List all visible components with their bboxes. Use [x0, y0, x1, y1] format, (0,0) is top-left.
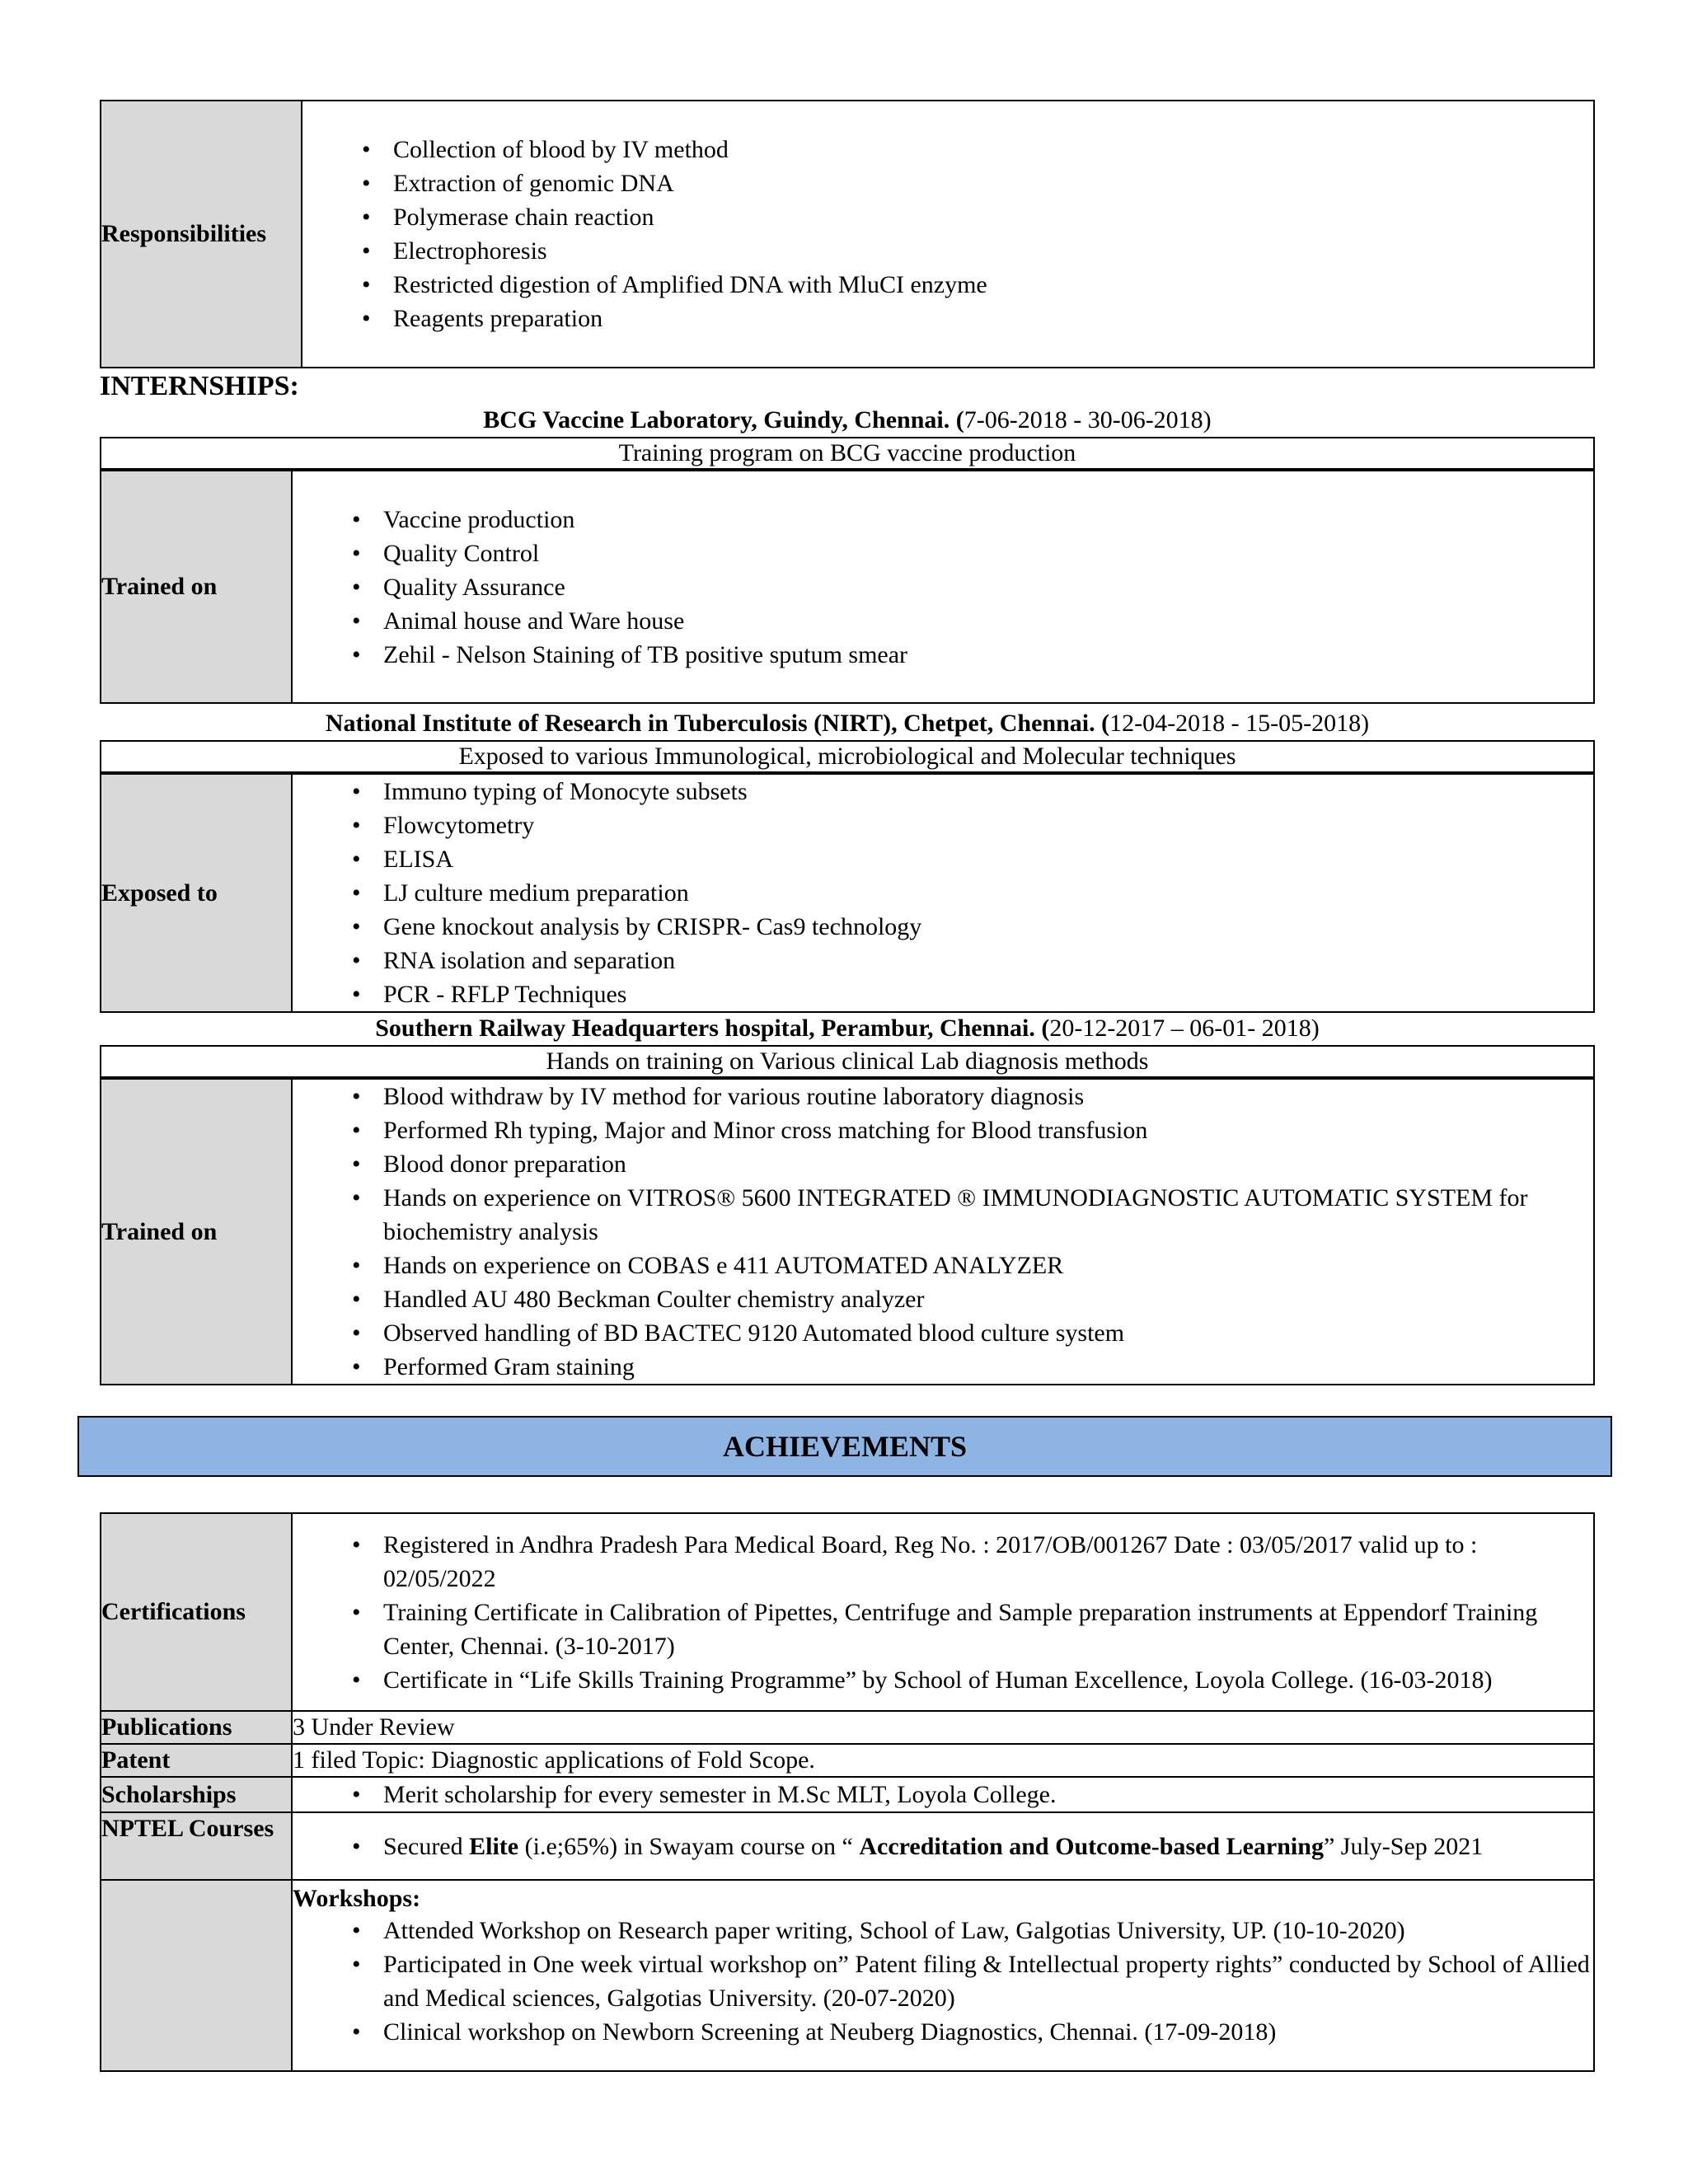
railway-org-line: [100, 1014, 1595, 1043]
list-item: • Registered in Andhra Pradesh Para Medical Board, Reg No. : 2017/OB/001267 Date : 03/05/2017 valid up to : 02/05/2022: [293, 1528, 1593, 1596]
nptel-cell: [292, 1812, 1594, 1880]
list-item: • RNA isolation and separation: [293, 944, 1593, 977]
list-item: • Immuno typing of Monocyte subsets: [293, 775, 1593, 808]
list-item: • Certificate in “Life Skills Training Programme” by School of Human Excellence, Loyola College. (16-03-2018): [293, 1663, 1593, 1697]
responsibilities-list: [302, 133, 1593, 335]
list-item: • Animal house and Ware house: [293, 604, 1593, 638]
list-item: • Hands on experience on VITROS® 5600 INTEGRATED ® IMMUNODIAGNOSTIC AUTOMATIC SYSTEM for biochemistry analysis: [293, 1181, 1593, 1249]
publications-label: Publications: [101, 1711, 292, 1744]
nptel-post: ” July-Sep 2021: [1323, 1832, 1484, 1860]
list-item: • Flowcytometry: [293, 808, 1593, 842]
list-item: • PCR - RFLP Techniques: [293, 977, 1593, 1011]
nirt-cell: [292, 774, 1594, 1012]
railway-list: [293, 1080, 1593, 1384]
nirt-list: [293, 775, 1593, 1011]
list-item: • Polymerase chain reaction: [302, 200, 1593, 234]
responsibilities-cell: [302, 101, 1594, 368]
scholarships-list: [293, 1778, 1593, 1811]
bcg-label: Trained on: [101, 471, 292, 703]
nptel-course: Accreditation and Outcome-based Learning: [859, 1832, 1324, 1860]
bcg-list: [293, 503, 1593, 672]
publications-value: 3 Under Review: [292, 1711, 1594, 1744]
bcg-org-line: [100, 405, 1595, 435]
workshops-list: [293, 1914, 1593, 2049]
railway-label: Trained on: [101, 1079, 292, 1385]
list-item: • Quality Assurance: [293, 570, 1593, 604]
list-item: • Performed Rh typing, Major and Minor cross matching for Blood transfusion: [293, 1113, 1593, 1147]
responsibilities-table: [100, 100, 1595, 368]
list-item: • Participated in One week virtual workshop on” Patent filing & Intellectual property rights” conducted by School of Allied and Medical sciences, Galgotias University. (20-07-2020): [293, 1947, 1593, 2015]
list-item: • Reagents preparation: [302, 302, 1593, 335]
list-item: • Zehil - Nelson Staining of TB positive sputum smear: [293, 638, 1593, 672]
bcg-program: Training program on BCG vaccine production: [100, 437, 1595, 470]
internships-heading: INTERNSHIPS:: [100, 371, 299, 401]
scholarships-label: Scholarships: [101, 1777, 292, 1812]
bcg-org-name: BCG Vaccine Laboratory, Guindy, Chennai. (: [483, 406, 964, 434]
nirt-org-line: [100, 709, 1595, 738]
nptel-pre: Secured: [383, 1832, 470, 1860]
list-item: • Electrophoresis: [302, 234, 1593, 268]
nirt-label: Exposed to: [101, 774, 292, 1012]
list-item: • Merit scholarship for every semester in M.Sc MLT, Loyola College.: [293, 1778, 1593, 1811]
nirt-table: [100, 773, 1595, 1013]
workshops-heading: Workshops:: [293, 1885, 421, 1912]
workshops-label-cell: [101, 1880, 292, 2071]
list-item: • LJ culture medium preparation: [293, 876, 1593, 910]
railway-table: [100, 1078, 1595, 1385]
achievements-table: [100, 1512, 1595, 2072]
list-item: • Clinical workshop on Newborn Screening at Neuberg Diagnostics, Chennai. (17-09-2018): [293, 2015, 1593, 2049]
railway-org-name: Southern Railway Headquarters hospital, Perambur, Chennai. (: [375, 1015, 1050, 1042]
nirt-org-name: National Institute of Research in Tuberculosis (NIRT), Chetpet, Chennai. (: [325, 710, 1110, 737]
bcg-dates: 7-06-2018 - 30-06-2018): [964, 406, 1212, 434]
nptel-list: [293, 1830, 1593, 1863]
list-item: • Restricted digestion of Amplified DNA with MluCI enzyme: [302, 268, 1593, 302]
workshops-cell: [292, 1880, 1594, 2071]
bcg-cell: [292, 471, 1594, 703]
list-item: • Observed handling of BD BACTEC 9120 Automated blood culture system: [293, 1316, 1593, 1350]
certifications-cell: [292, 1513, 1594, 1711]
railway-dates: 20-12-2017 – 06-01- 2018): [1049, 1015, 1320, 1042]
railway-program: Hands on training on Various clinical Lab diagnosis methods: [100, 1045, 1595, 1078]
list-item: • Quality Control: [293, 537, 1593, 570]
list-item: • Blood donor preparation: [293, 1147, 1593, 1181]
scholarships-cell: [292, 1777, 1594, 1812]
list-item: • Performed Gram staining: [293, 1350, 1593, 1384]
nirt-program: Exposed to various Immunological, microbiological and Molecular techniques: [100, 740, 1595, 773]
list-item: • Extraction of genomic DNA: [302, 166, 1593, 200]
list-item: • Collection of blood by IV method: [302, 133, 1593, 166]
list-item: • Hands on experience on COBAS e 411 AUTOMATED ANALYZER: [293, 1249, 1593, 1282]
patent-label: Patent: [101, 1744, 292, 1777]
nirt-dates: 12-04-2018 - 15-05-2018): [1109, 710, 1370, 737]
certifications-list: [293, 1528, 1593, 1697]
bcg-table: [100, 470, 1595, 704]
certifications-label: Certifications: [101, 1513, 292, 1711]
list-item: • Gene knockout analysis by CRISPR- Cas9 technology: [293, 910, 1593, 944]
nptel-label: NPTEL Courses: [101, 1812, 292, 1880]
nptel-mid: (i.e;65%) in Swayam course on “: [518, 1832, 860, 1860]
list-item: • Blood withdraw by IV method for various routine laboratory diagnosis: [293, 1080, 1593, 1113]
list-item: • Training Certificate in Calibration of Pipettes, Centrifuge and Sample preparation instruments at Eppendorf Training Center, Chennai. (3-10-2017): [293, 1596, 1593, 1663]
railway-cell: [292, 1079, 1594, 1385]
list-item: • ELISA: [293, 842, 1593, 876]
responsibilities-label: Responsibilities: [101, 101, 302, 368]
achievements-banner: ACHIEVEMENTS: [77, 1416, 1612, 1477]
list-item: • Handled AU 480 Beckman Coulter chemistry analyzer: [293, 1282, 1593, 1316]
patent-value: 1 filed Topic: Diagnostic applications of Fold Scope.: [292, 1744, 1594, 1777]
list-item: [293, 1830, 1593, 1863]
list-item: • Vaccine production: [293, 503, 1593, 537]
nptel-elite: Elite: [469, 1832, 519, 1860]
list-item: • Attended Workshop on Research paper writing, School of Law, Galgotias University, UP. (10-10-2020): [293, 1914, 1593, 1947]
